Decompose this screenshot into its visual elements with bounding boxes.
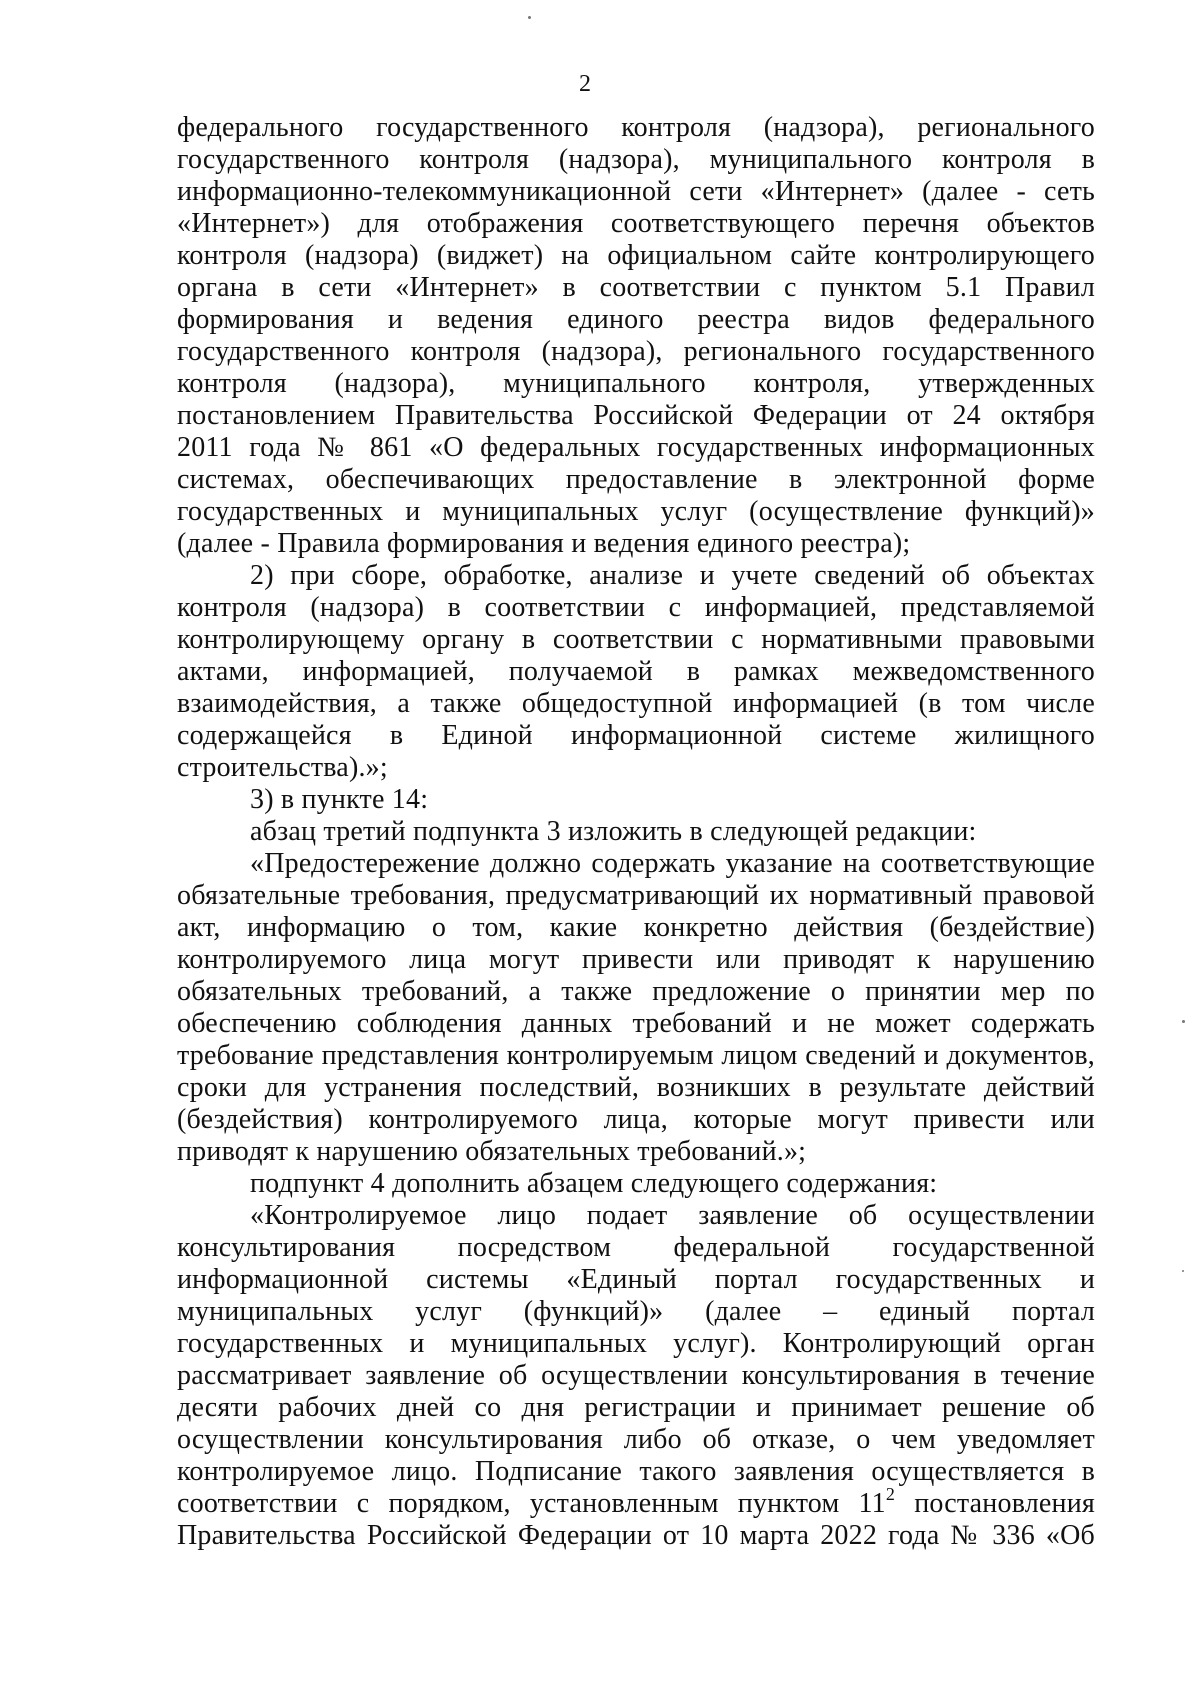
- text-line: Правительства Российской Федерации от 10 марта 2022 года № 336 «Об: [177, 1520, 1095, 1551]
- text-line: обязательные требования, предусматривающий их нормативный правовой: [177, 880, 1095, 911]
- text-line: государственных и муниципальных услуг (осуществление функций)»: [177, 496, 1095, 527]
- text-line: взаимодействия, а также общедоступной информацией (в том числе: [177, 688, 1095, 719]
- paragraph: [177, 816, 1095, 848]
- text-line: информационной системы «Единый портал государственных и: [177, 1264, 1095, 1295]
- text-line: осуществлении консультирования либо об отказе, о чем уведомляет: [177, 1424, 1095, 1455]
- text-line: муниципальных услуг (функций)» (далее – единый портал: [177, 1296, 1095, 1327]
- text-line: системах, обеспечивающих предоставление в электронной форме: [177, 464, 1095, 495]
- text-line: консультирования посредством федеральной государственной: [177, 1232, 1095, 1263]
- text-line: строительства).»;: [177, 752, 388, 783]
- text-line: содержащейся в Единой информационной системе жилищного: [177, 720, 1095, 751]
- scan-speck: [528, 16, 531, 19]
- paragraph-last-line: [177, 752, 1095, 784]
- text-line: обязательных требований, а также предложение о принятии мер по: [177, 976, 1095, 1007]
- paragraph: [177, 784, 1095, 816]
- text-line: приводят к нарушению обязательных требований.»;: [177, 1136, 807, 1167]
- text-fragment: постановления: [895, 1488, 1095, 1519]
- text-line: государственного контроля (надзора), регионального государственного: [177, 336, 1095, 367]
- text-line: 2) при сборе, обработке, анализе и учете сведений об объектах: [250, 560, 1095, 591]
- text-line: государственных и муниципальных услуг). Контролирующий орган: [177, 1328, 1095, 1359]
- text-line: абзац третий подпункта 3 изложить в следующей редакции:: [250, 816, 977, 847]
- text-line: постановлением Правительства Российской Федерации от 24 октября: [177, 400, 1095, 431]
- paragraph-last-line: [177, 1136, 1095, 1168]
- text-line: (далее - Правила формирования и ведения единого реестра);: [177, 528, 911, 559]
- text-line: акт, информацию о том, какие конкретно действия (бездействие): [177, 912, 1095, 943]
- scan-speck: [1182, 1020, 1185, 1023]
- text-line: контроля (надзора), муниципального контроля, утвержденных: [177, 368, 1095, 399]
- document-body: [177, 112, 1095, 1552]
- text-line: рассматривает заявление об осуществлении консультирования в течение: [177, 1360, 1095, 1391]
- page-number: 2: [579, 71, 591, 97]
- text-line: формирования и ведения единого реестра видов федерального: [177, 304, 1095, 335]
- text-line: информационно-телекоммуникационной сети «Интернет» (далее - сеть: [177, 176, 1095, 207]
- text-line: «Контролируемое лицо подает заявление об осуществлении: [250, 1200, 1095, 1231]
- text-line: десяти рабочих дней со дня регистрации и принимает решение об: [177, 1392, 1095, 1423]
- text-line: государственного контроля (надзора), муниципального контроля в: [177, 144, 1095, 175]
- text-line: «Интернет») для отображения соответствующего перечня объектов: [177, 208, 1095, 239]
- text-line: 2011 года № 861 «О федеральных государственных информационных: [177, 432, 1095, 463]
- paragraph: [177, 848, 1095, 1136]
- text-line: контролируемого лица могут привести или приводят к нарушению: [177, 944, 1095, 975]
- paragraph-last-line: [177, 528, 1095, 560]
- text-line: органа в сети «Интернет» в соответствии с пунктом 5.1 Правил: [177, 272, 1095, 303]
- text-line: контролирующему органу в соответствии с нормативными правовыми: [177, 624, 1095, 655]
- superscript: 2: [885, 1483, 896, 1504]
- text-line: требование представления контролируемым лицом сведений и документов,: [177, 1040, 1095, 1071]
- scan-speck: [1182, 1270, 1184, 1272]
- text-line-with-superscript: [177, 1483, 1095, 1520]
- paragraph: [177, 1168, 1095, 1200]
- text-line: контролируемое лицо. Подписание такого заявления осуществляется в: [177, 1456, 1095, 1487]
- text-fragment: соответствии с порядком, установленным пунктом 11: [177, 1488, 886, 1519]
- text-line: (бездействия) контролируемого лица, которые могут привести или: [177, 1104, 1095, 1135]
- text-line: актами, информацией, получаемой в рамках межведомственного: [177, 656, 1095, 687]
- text-line: обеспечению соблюдения данных требований и не может содержать: [177, 1008, 1095, 1039]
- text-line: подпункт 4 дополнить абзацем следующего содержания:: [250, 1168, 938, 1199]
- text-line: контроля (надзора) (виджет) на официальном сайте контролирующего: [177, 240, 1095, 271]
- text-line: 3) в пункте 14:: [250, 784, 429, 815]
- text-line: контроля (надзора) в соответствии с информацией, представляемой: [177, 592, 1095, 623]
- text-line: сроки для устранения последствий, возникших в результате действий: [177, 1072, 1095, 1103]
- text-line: федерального государственного контроля (надзора), регионального: [177, 112, 1095, 143]
- paragraph: [177, 1200, 1095, 1552]
- paragraph: [177, 112, 1095, 528]
- paragraph: [177, 560, 1095, 752]
- text-line: «Предостережение должно содержать указание на соответствующие: [250, 848, 1095, 879]
